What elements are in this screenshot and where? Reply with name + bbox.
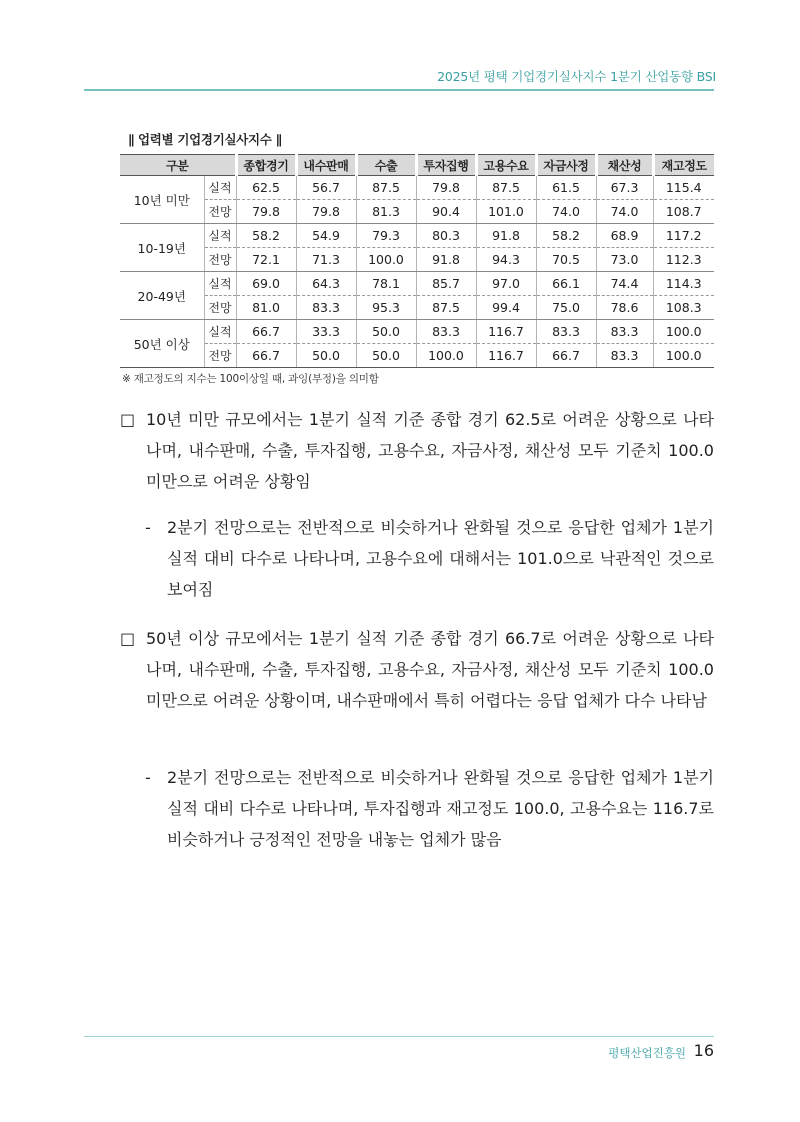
cell: 66.7 — [536, 344, 596, 368]
cell: 73.0 — [596, 248, 653, 272]
cell: 108.3 — [653, 296, 714, 320]
row-kind: 전망 — [204, 344, 236, 368]
cell: 100.0 — [416, 344, 476, 368]
table-row — [120, 296, 714, 320]
cell: 78.6 — [596, 296, 653, 320]
column-header: 투자집행 — [416, 155, 476, 176]
cell: 66.7 — [236, 320, 296, 344]
cell: 85.7 — [416, 272, 476, 296]
table-header-row — [120, 155, 714, 176]
cell: 79.8 — [296, 200, 356, 224]
cell: 117.2 — [653, 224, 714, 248]
cell: 66.1 — [536, 272, 596, 296]
cell: 78.1 — [356, 272, 416, 296]
cell: 83.3 — [596, 344, 653, 368]
table-row — [120, 200, 714, 224]
cell: 114.3 — [653, 272, 714, 296]
cell: 72.1 — [236, 248, 296, 272]
column-header: 내수판매 — [296, 155, 356, 176]
table-title: ∥ 업력별 기업경기실사지수 ∥ — [128, 132, 282, 147]
cell: 112.3 — [653, 248, 714, 272]
cell: 87.5 — [416, 296, 476, 320]
cell: 94.3 — [476, 248, 536, 272]
cell: 56.7 — [296, 176, 356, 200]
cell: 58.2 — [236, 224, 296, 248]
cell: 83.3 — [536, 320, 596, 344]
cell: 108.7 — [653, 200, 714, 224]
table-row — [120, 272, 714, 296]
cell: 83.3 — [296, 296, 356, 320]
checkbox-bullet-icon: □ — [120, 410, 136, 429]
cell: 80.3 — [416, 224, 476, 248]
row-kind: 실적 — [204, 320, 236, 344]
footer-organization: 평택산업진흥원 — [608, 1046, 686, 1060]
group-label: 10-19년 — [120, 224, 204, 272]
table-row — [120, 224, 714, 248]
table-row — [120, 248, 714, 272]
subparagraph-under-10-years — [145, 512, 714, 605]
cell: 97.0 — [476, 272, 536, 296]
cell: 100.0 — [653, 344, 714, 368]
cell: 33.3 — [296, 320, 356, 344]
cell: 83.3 — [416, 320, 476, 344]
cell: 90.4 — [416, 200, 476, 224]
checkbox-bullet-icon: □ — [120, 629, 136, 648]
cell: 81.3 — [356, 200, 416, 224]
dash-bullet-icon: - — [145, 518, 151, 537]
cell: 91.8 — [416, 248, 476, 272]
row-kind: 전망 — [204, 248, 236, 272]
row-kind: 실적 — [204, 224, 236, 248]
cell: 50.0 — [356, 320, 416, 344]
cell: 81.0 — [236, 296, 296, 320]
cell: 100.0 — [356, 248, 416, 272]
column-header: 고용수요 — [476, 155, 536, 176]
column-header: 수출 — [356, 155, 416, 176]
cell: 75.0 — [536, 296, 596, 320]
table-note: ※ 재고정도의 지수는 100이상일 때, 과잉(부정)을 의미함 — [122, 373, 379, 385]
header-divider — [84, 89, 714, 91]
column-header: 채산성 — [596, 155, 653, 176]
subparagraph-text: 2분기 전망으로는 전반적으로 비슷하거나 완화될 것으로 응답한 업체가 1분기 실적 대비 다수로 나타나며, 고용수요에 대해서는 101.0으로 낙관적인 것으로 보여짐 — [167, 518, 714, 599]
cell: 83.3 — [596, 320, 653, 344]
cell: 74.4 — [596, 272, 653, 296]
cell: 67.3 — [596, 176, 653, 200]
group-label: 20-49년 — [120, 272, 204, 320]
subparagraph-text: 2분기 전망으로는 전반적으로 비슷하거나 완화될 것으로 응답한 업체가 1분기 실적 대비 다수로 나타나며, 투자집행과 재고정도 100.0, 고용수요는 116.7로 비슷하거나 긍정적인 전망을 내놓는 업체가 많음 — [167, 768, 714, 849]
cell: 87.5 — [476, 176, 536, 200]
header-group: 구분 — [120, 155, 236, 176]
cell: 115.4 — [653, 176, 714, 200]
cell: 50.0 — [296, 344, 356, 368]
cell: 101.0 — [476, 200, 536, 224]
cell: 66.7 — [236, 344, 296, 368]
cell: 79.8 — [416, 176, 476, 200]
column-header: 종합경기 — [236, 155, 296, 176]
cell: 61.5 — [536, 176, 596, 200]
paragraph-text: 10년 미만 규모에서는 1분기 실적 기준 종합 경기 62.5로 어려운 상황으로 나타나며, 내수판매, 수출, 투자집행, 고용수요, 자금사정, 채산성 모두 기준치 100.0 미만으로 어려운 상황임 — [146, 410, 714, 491]
group-label: 50년 이상 — [120, 320, 204, 368]
row-kind: 실적 — [204, 176, 236, 200]
cell: 99.4 — [476, 296, 536, 320]
footer-divider — [84, 1036, 714, 1037]
cell: 58.2 — [536, 224, 596, 248]
subparagraph-over-50-years — [145, 762, 714, 855]
cell: 50.0 — [356, 344, 416, 368]
cell: 71.3 — [296, 248, 356, 272]
column-header: 자금사정 — [536, 155, 596, 176]
cell: 116.7 — [476, 344, 536, 368]
column-header: 재고정도 — [653, 155, 714, 176]
cell: 79.8 — [236, 200, 296, 224]
table-row — [120, 344, 714, 368]
cell: 116.7 — [476, 320, 536, 344]
paragraph-over-50-years — [120, 623, 714, 716]
cell: 74.0 — [536, 200, 596, 224]
cell: 100.0 — [653, 320, 714, 344]
cell: 74.0 — [596, 200, 653, 224]
table-row — [120, 176, 714, 200]
cell: 62.5 — [236, 176, 296, 200]
cell: 91.8 — [476, 224, 536, 248]
cell: 68.9 — [596, 224, 653, 248]
paragraph-text: 50년 이상 규모에서는 1분기 실적 기준 종합 경기 66.7로 어려운 상황으로 나타나며, 내수판매, 수출, 투자집행, 고용수요, 자금사정, 채산성 모두 기준치 100.0 미만으로 어려운 상황이며, 내수판매에서 특히 어렵다는 응답 업체가 다수 나타남 — [146, 629, 714, 710]
cell: 87.5 — [356, 176, 416, 200]
group-label: 10년 미만 — [120, 176, 204, 224]
cell: 64.3 — [296, 272, 356, 296]
dash-bullet-icon: - — [145, 768, 151, 787]
paragraph-under-10-years — [120, 404, 714, 497]
table-row — [120, 320, 714, 344]
cell: 95.3 — [356, 296, 416, 320]
cell: 70.5 — [536, 248, 596, 272]
cell: 69.0 — [236, 272, 296, 296]
cell: 79.3 — [356, 224, 416, 248]
cell: 54.9 — [296, 224, 356, 248]
bsi-table — [120, 154, 714, 368]
row-kind: 전망 — [204, 200, 236, 224]
running-header: 2025년 평택 기업경기실사지수 1분기 산업동향 BSI — [437, 69, 716, 84]
row-kind: 전망 — [204, 296, 236, 320]
page-number: 16 — [693, 1041, 714, 1060]
row-kind: 실적 — [204, 272, 236, 296]
